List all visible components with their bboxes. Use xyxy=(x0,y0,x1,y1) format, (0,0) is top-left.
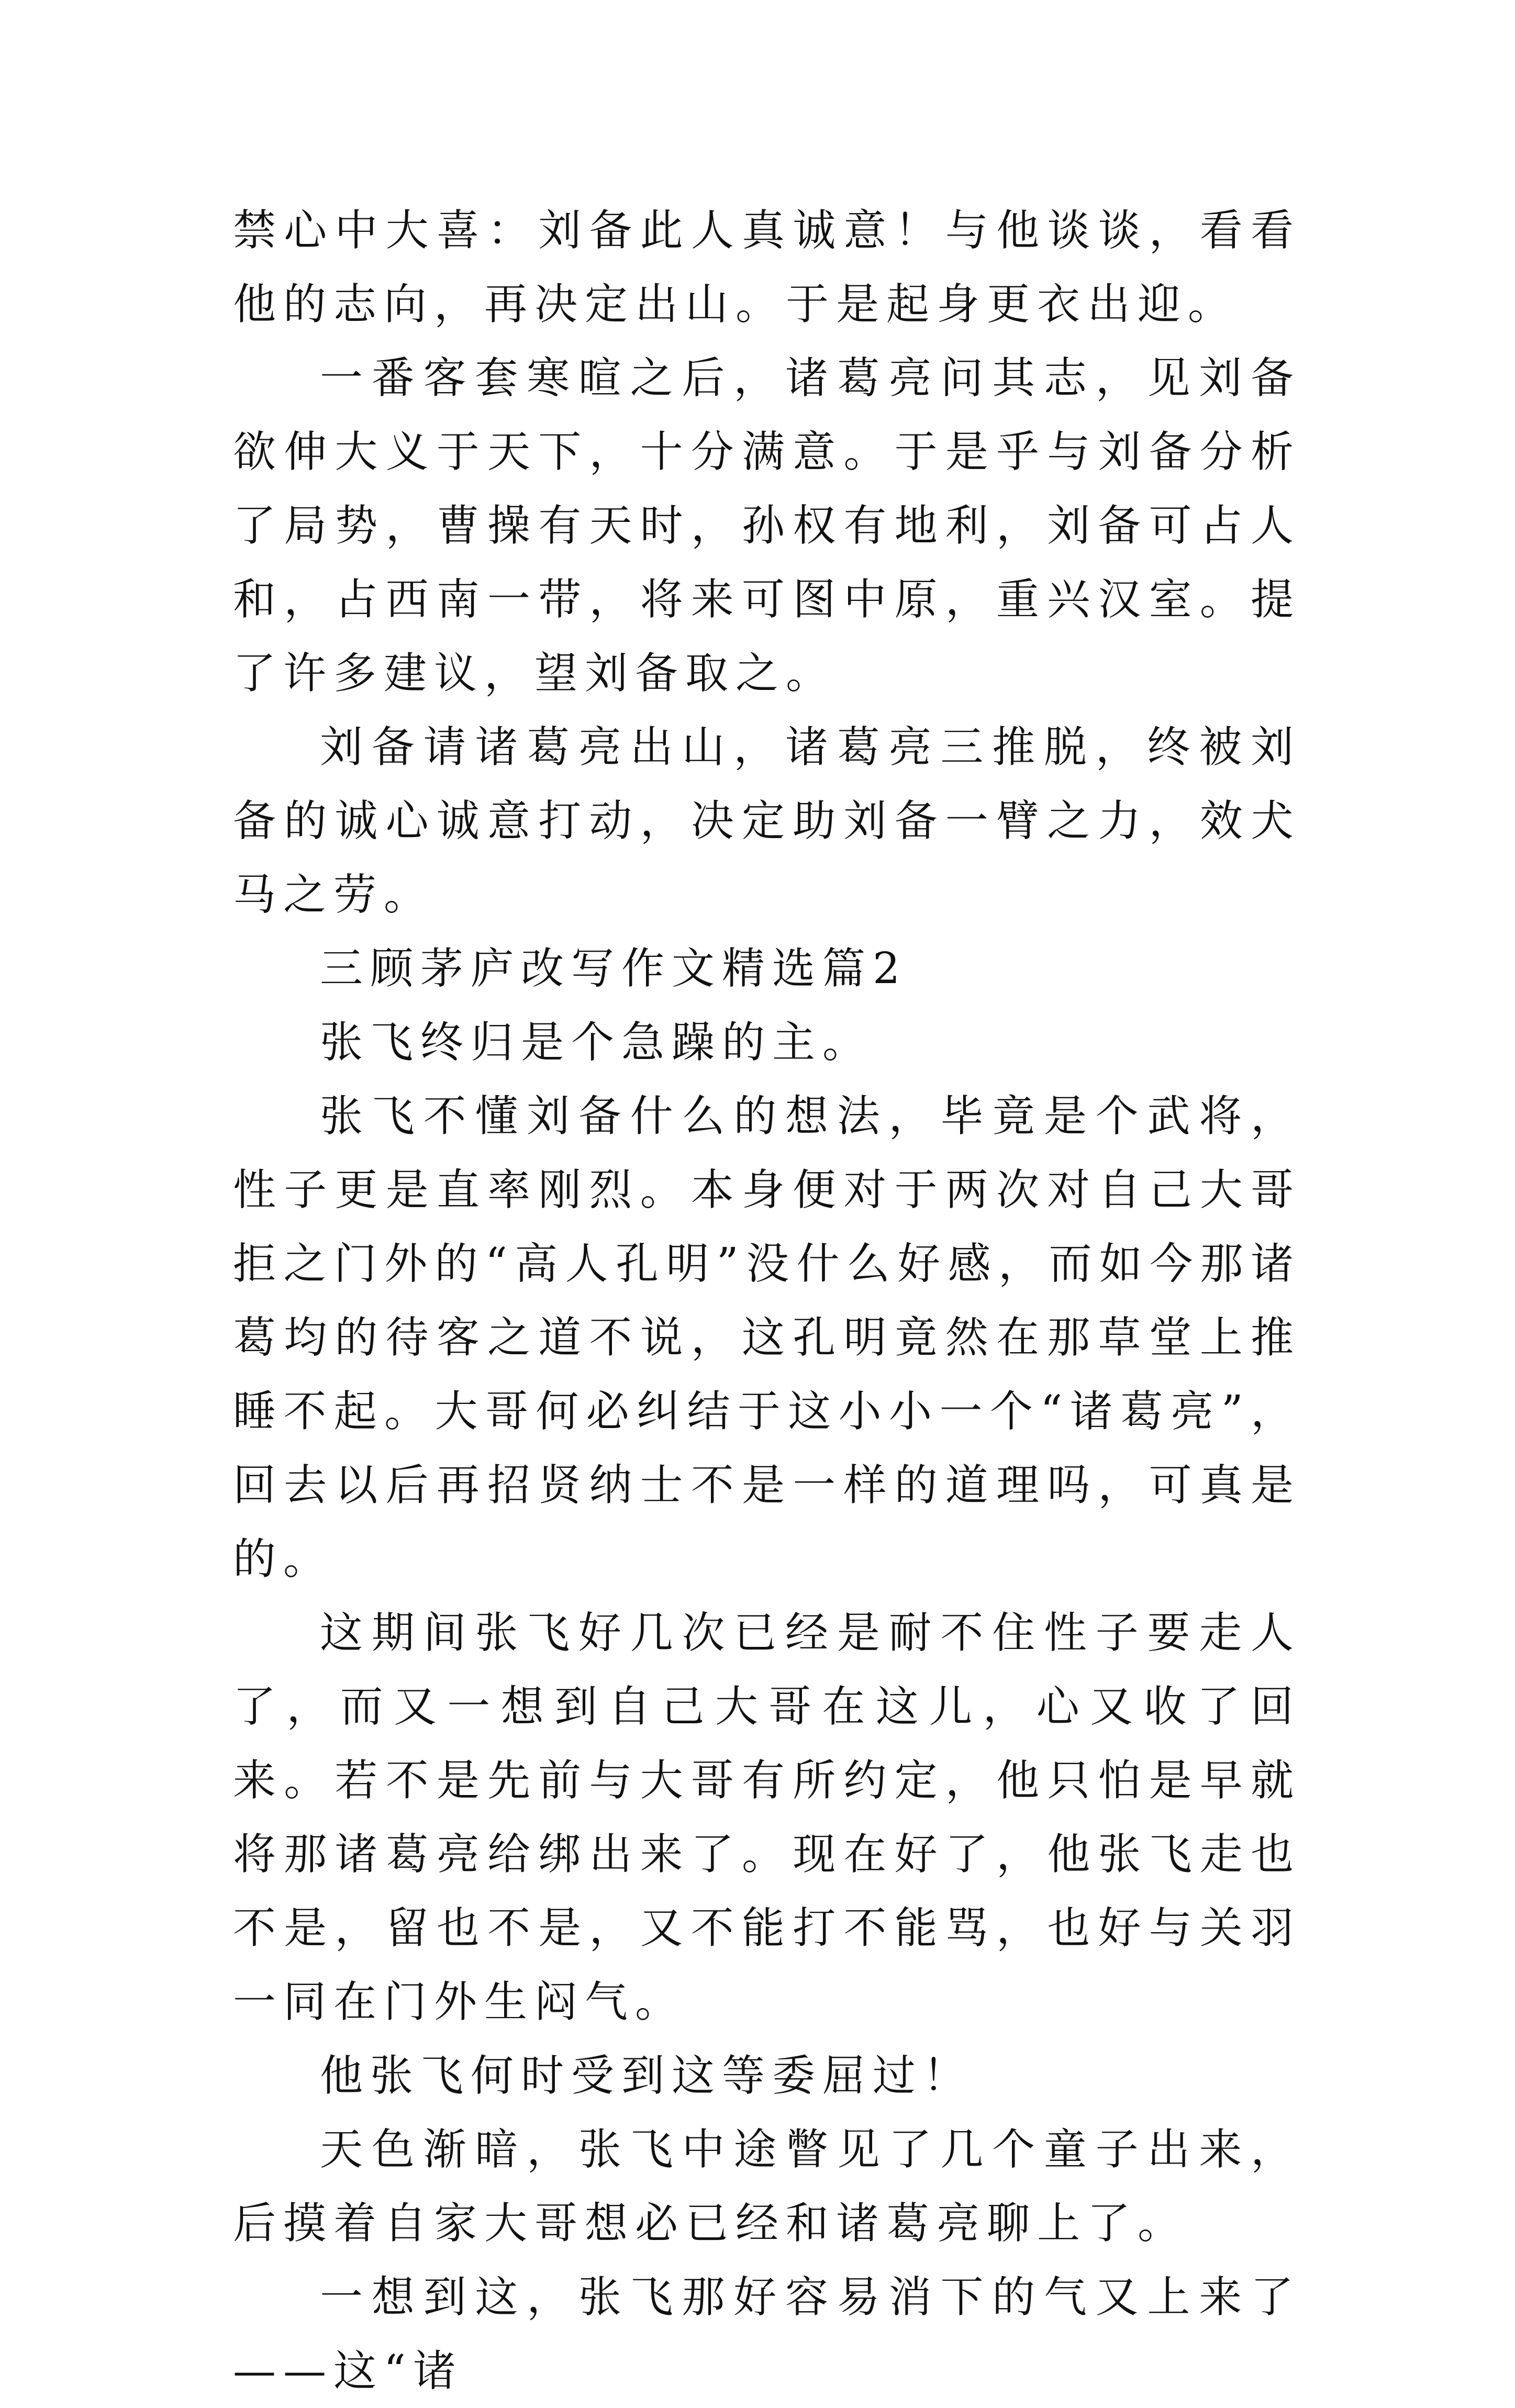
paragraph-2: 一番客套寒暄之后，诸葛亮问其志，见刘备欲伸大义于天下，十分满意。于是乎与刘备分析了局势，曹操有天时，孙权有地利，刘备可占人和，占西南一带，将来可图中原，重兴汉室。提了许多建议，望刘备取之。 xyxy=(233,353,1301,698)
paragraph-6: 这期间张飞好几次已经是耐不住性子要走人了，而又一想到自己大哥在这儿，心又收了回来。若不是先前与大哥有所约定，他只怕是早就将那诸葛亮给绑出来了。现在好了，他张飞走也不是，留也不是，又不能打不能骂，也好与关羽一同在门外生闷气。 xyxy=(233,1608,1301,2027)
document-body xyxy=(233,194,1301,2408)
paragraph-1: 禁心中大喜：刘备此人真诚意！与他谈谈，看看他的志向，再决定出山。于是起身更衣出迎。 xyxy=(233,206,1301,329)
paragraph-3: 刘备请诸葛亮出山，诸葛亮三推脱，终被刘备的诚心诚意打动，决定助刘备一臂之力，效犬马之劳。 xyxy=(233,722,1301,920)
paragraph-9: 一想到这，张飞那好容易消下的气又上来了——这“诸 xyxy=(233,2272,1301,2396)
paragraph-8: 天色渐暗，张飞中途瞥见了几个童子出来，后摸着自家大哥想必已经和诸葛亮聊上了。 xyxy=(233,2125,1301,2248)
paragraph-5: 张飞不懂刘备什么的想法，毕竟是个武将，性子更是直率刚烈。本身便对于两次对自己大哥拒之门外的“高人孔明”没什么好感，而如今那诸葛均的待客之道不说，这孔明竟然在那草堂上推睡不起。大哥何必纠结于这小小一个“诸葛亮”，回去以后再招贤纳士不是一样的道理吗，可真是的。 xyxy=(233,1091,1301,1584)
section-heading: 三顾茅庐改写作文精选篇2 xyxy=(320,944,908,994)
paragraph-4: 张飞终归是个急躁的主。 xyxy=(320,1018,873,1067)
paragraph-7: 他张飞何时受到这等委屈过！ xyxy=(320,2051,974,2101)
